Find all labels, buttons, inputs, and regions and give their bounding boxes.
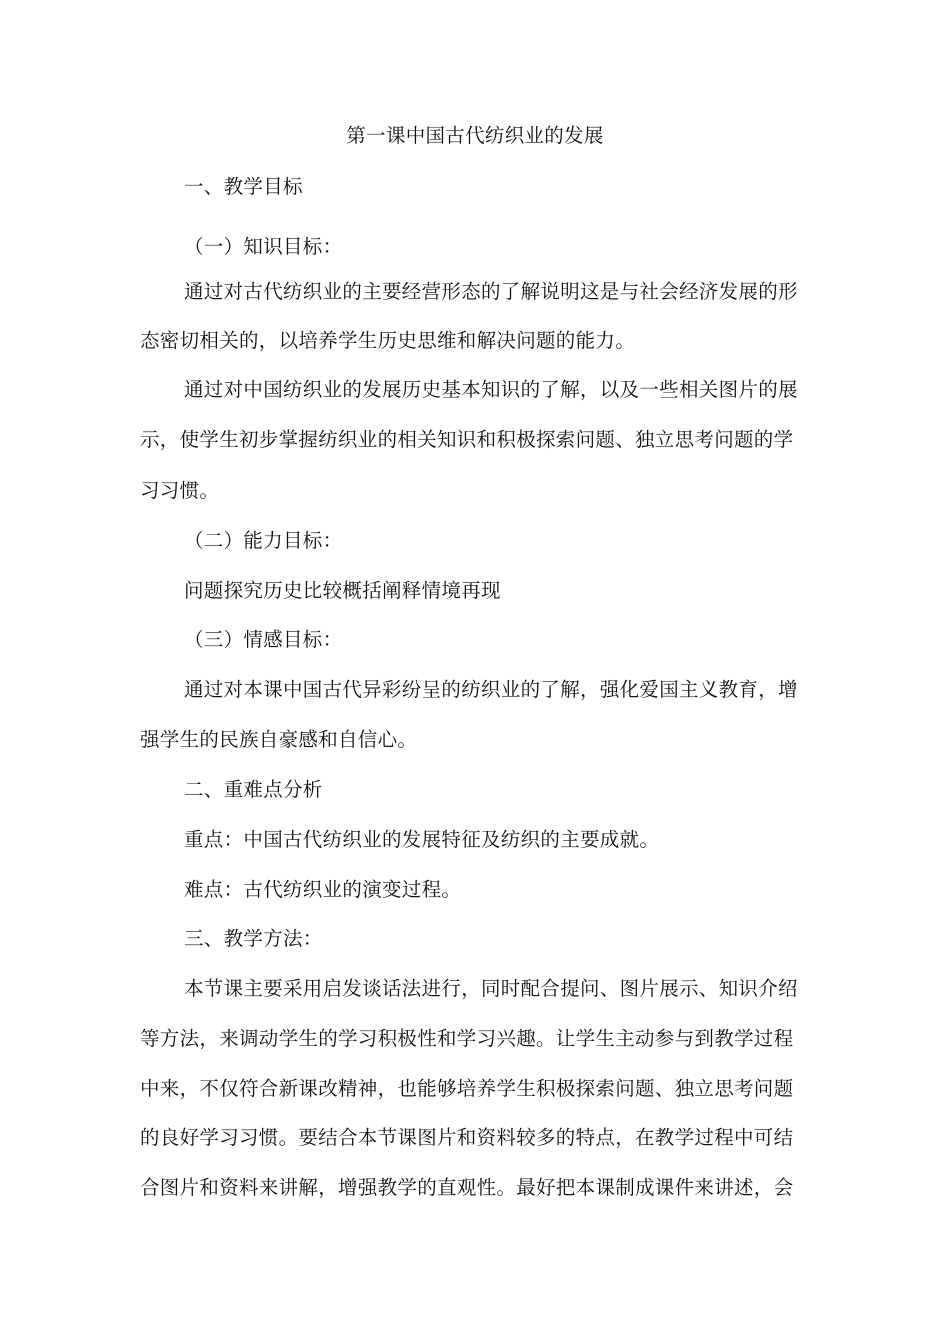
paragraph-line: 本节课主要采用启发谈话法进行，同时配合提问、图片展示、知识介绍 — [184, 977, 798, 1000]
subheading-emotion-goals: （三）情感目标： — [184, 628, 343, 651]
paragraph-line: 的良好学习习惯。要结合本节课图片和资料较多的特点，在教学过程中可结 — [140, 1126, 794, 1149]
subheading-ability-goals: （二）能力目标： — [184, 529, 343, 552]
paragraph-line: 习习惯。 — [140, 479, 220, 502]
paragraph-line: 等方法，来调动学生的学习积极性和学习兴趣。让学生主动参与到教学过程 — [140, 1027, 794, 1050]
paragraph-line: 难点：古代纺织业的演变过程。 — [184, 878, 462, 901]
paragraph-line: 合图片和资料来讲解，增强教学的直观性。最好把本课制成课件来讲述，会 — [140, 1176, 794, 1199]
section-heading-key-points: 二、重难点分析 — [184, 778, 323, 801]
paragraph-line: 强学生的民族自豪感和自信心。 — [140, 728, 418, 751]
section-heading-teaching-methods: 三、教学方法： — [184, 927, 323, 950]
paragraph-line: 通过对古代纺织业的主要经营形态的了解说明这是与社会经济发展的形 — [184, 280, 798, 303]
paragraph-line: 示，使学生初步掌握纺织业的相关知识和积极探索问题、独立思考问题的学 — [140, 428, 794, 451]
document-title: 第一课中国古代纺织业的发展 — [346, 124, 604, 147]
paragraph-line: 态密切相关的，以培养学生历史思维和解决问题的能力。 — [140, 329, 636, 352]
paragraph-line: 通过对中国纺织业的发展历史基本知识的了解，以及一些相关图片的展 — [184, 378, 798, 401]
paragraph-line: 问题探究历史比较概括阐释情境再现 — [184, 579, 501, 602]
paragraph-line: 中来，不仅符合新课改精神，也能够培养学生积极探索问题、独立思考问题 — [140, 1077, 794, 1100]
section-heading-teaching-goals: 一、教学目标 — [184, 175, 303, 198]
subheading-knowledge-goals: （一）知识目标： — [184, 235, 343, 258]
paragraph-line: 通过对本课中国古代异彩纷呈的纺织业的了解，强化爱国主义教育，增 — [184, 678, 798, 701]
paragraph-line: 重点：中国古代纺织业的发展特征及纺织的主要成就。 — [184, 828, 660, 851]
